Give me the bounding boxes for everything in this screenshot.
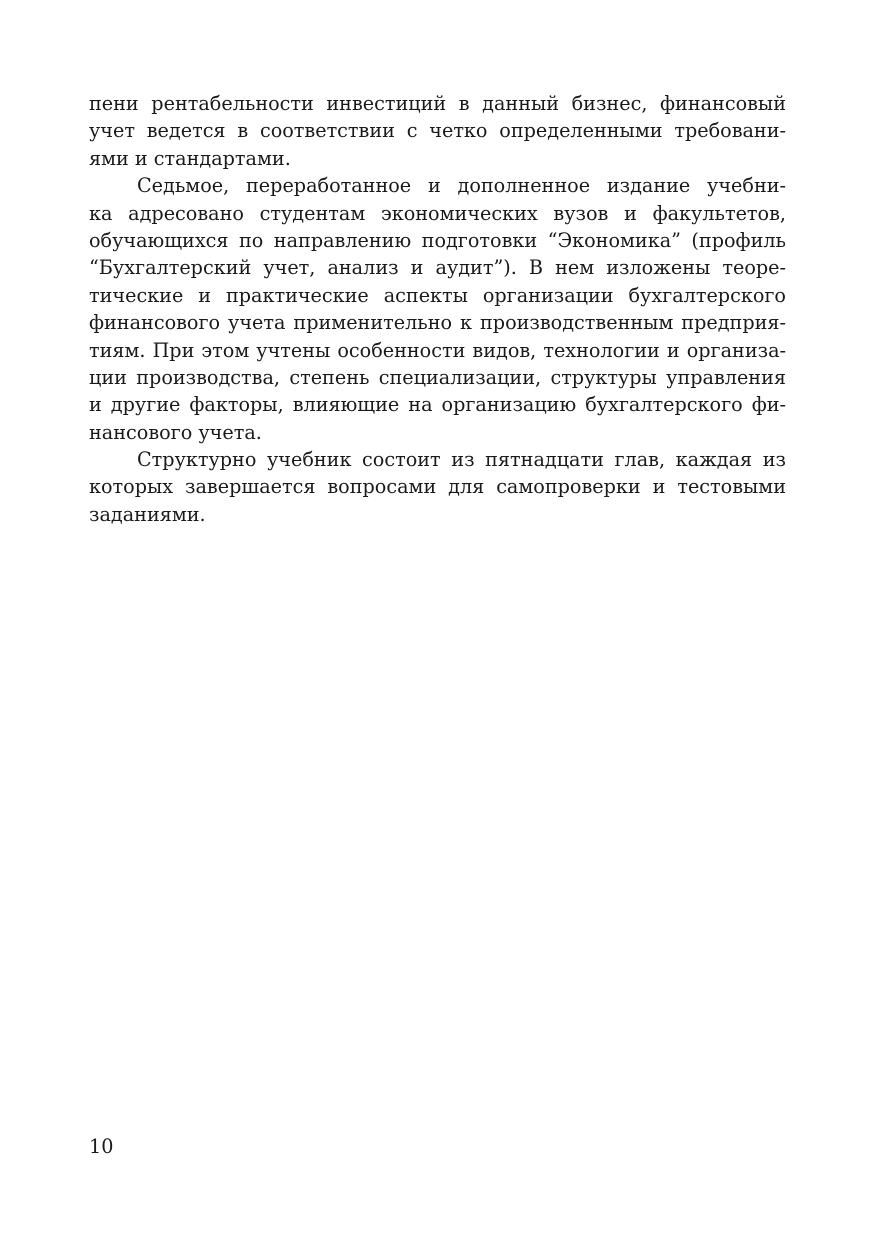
text-line: ции производства, степень специализации, структуры управления [89,365,786,389]
text-line: Седьмое, переработанное и дополненное издание учебни- [137,174,786,198]
body-text [89,90,786,528]
paragraph-edition-description [89,172,786,446]
text-line: и другие факторы, влияющие на организацию бухгалтерского фи- [89,393,786,417]
text-line: тические и практические аспекты организации бухгалтерского [89,283,786,307]
text-line: учет ведется в соответствии с четко определенными требовани- [89,119,786,143]
text-line: заданиями. [89,502,206,526]
text-line: пени рентабельности инвестиций в данный бизнес, финансовый [89,92,786,115]
text-line: которых завершается вопросами для самопроверки и тестовыми [89,475,786,499]
text-line: нансового учета. [89,420,262,444]
text-line: ка адресовано студентам экономических вузов и факультетов, [89,201,786,225]
text-line: ями и стандартами. [89,146,291,170]
paragraph-structure [89,446,786,528]
page-number: 10 [89,1135,114,1158]
paragraph-continuation [89,90,786,172]
text-line: Структурно учебник состоит из пятнадцати глав, каждая из [137,448,786,472]
text-line: финансового учета применительно к производственным предприя- [89,311,786,335]
text-line: тиям. При этом учтены особенности видов, технологии и организа- [89,338,786,362]
text-line: обучающихся по направлению подготовки “Экономика” (профиль [89,228,786,252]
text-line: “Бухгалтерский учет, анализ и аудит”). В нем изложены теоре- [89,256,786,280]
